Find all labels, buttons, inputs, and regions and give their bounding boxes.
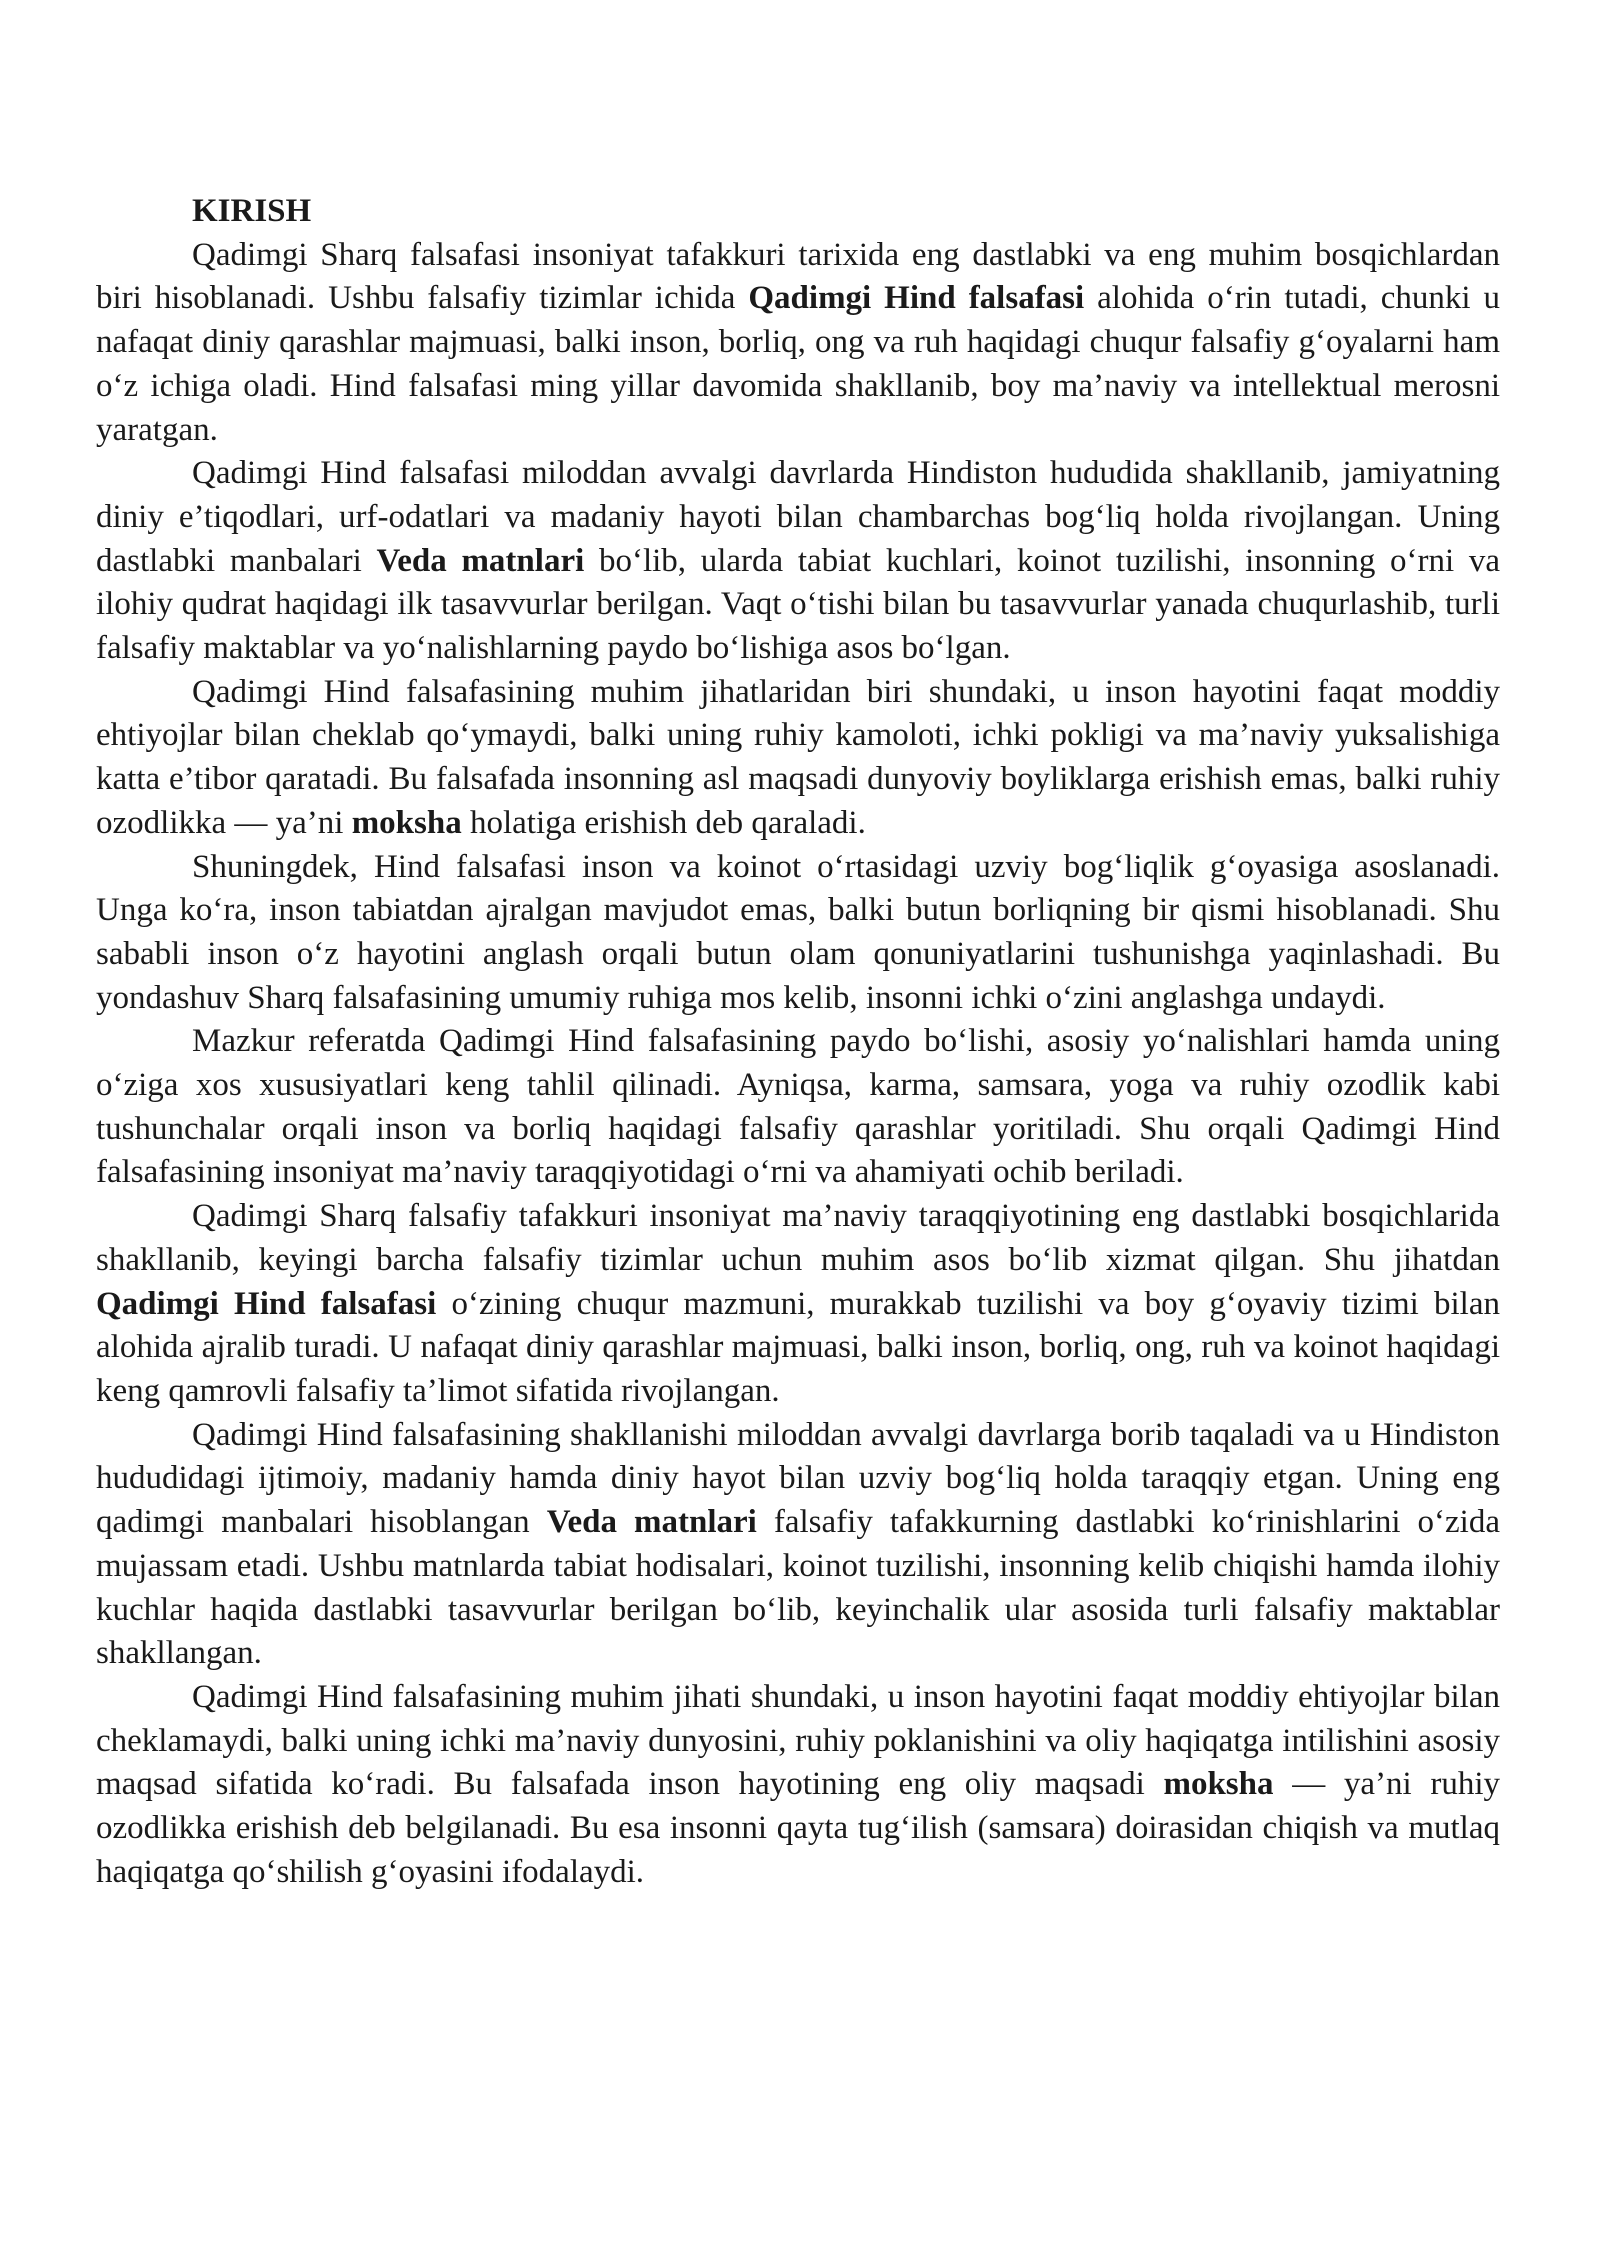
paragraph-text: Qadimgi Hind falsafasining muhim jihati shundaki, u inson hayotini faqat moddiy ehtiyojlar bilan cheklamaydi, balki uning ichki ma’naviy dunyosini, ruhiy poklanishini va oliy haqiqatga intilishini asosiy maqsad sifatida ko‘radi. Bu falsafada inson hayotining eng oliy maqsadi <box>96 1678 1500 1803</box>
paragraph <box>96 234 1500 453</box>
bold-term: moksha <box>351 804 462 841</box>
bold-term: Veda matnlari <box>376 542 585 579</box>
paragraph <box>96 1676 1500 1895</box>
paragraph <box>96 1195 1500 1414</box>
bold-term: moksha <box>1163 1766 1274 1803</box>
paragraph-text: Qadimgi Hind falsafasining muhim jihatlaridan biri shundaki, u inson hayotini faqat moddiy ehtiyojlar bilan cheklab qo‘ymaydi, balki uning ruhiy kamoloti, ichki pokligi va ma’naviy yuksalishiga katta e’tibor qaratadi. Bu falsafada insonning asl maqsadi dunyoviy boyliklarga erishish emas, balki ruhiy ozodlikka — ya’ni <box>96 673 1500 841</box>
paragraph-text: — ya’ni ruhiy ozodlikka erishish deb belgilanadi. Bu esa insonni qayta tug‘ilish (samsara) doirasidan chiqish va mutlaq haqiqatga qo‘shilish g‘oyasini ifodalaydi. <box>96 1766 1501 1890</box>
paragraph <box>96 1414 1500 1676</box>
paragraph-text: o‘zining chuqur mazmuni, murakkab tuzilishi va boy g‘oyaviy tizimi bilan alohida ajralib turadi. U nafaqat diniy qarashlar majmuasi, balki inson, borliq, ong, ruh va koinot haqidagi keng qamrovli falsafiy ta’limot sifatida rivojlangan. <box>96 1285 1500 1409</box>
paragraph-text: Qadimgi Sharq falsafiy tafakkuri insoniyat ma’naviy taraqqiyotining eng dastlabki bosqichlarida shakllanib, keyingi barcha falsafiy tizimlar uchun muhim asos bo‘lib xizmat qilgan. Shu jihatdan <box>96 1198 1500 1278</box>
paragraph-text: Qadimgi Hind falsafasining shakllanishi miloddan avvalgi davrlarga borib taqaladi va u Hindiston hududidagi ijtimoiy, madaniy hamda diniy hayot bilan uzviy bog‘liq holda taraqqiy etgan. Uning eng qadimgi manbalari hisoblangan <box>96 1416 1500 1541</box>
bold-term: Qadimgi Hind falsafasi <box>748 280 1085 317</box>
paragraph-text: Qadimgi Hind falsafasi miloddan avvalgi davrlarda Hindiston hududida shakllanib, jamiyatning diniy e’tiqodlari, urf-odatlari va madaniy hayoti bilan chambarchas bog‘liq holda rivojlangan. Uning dastlabki manbalari <box>96 455 1500 579</box>
paragraph-text: Shuningdek, Hind falsafasi inson va koinot o‘rtasidagi uzviy bog‘liqlik g‘oyasiga asoslanadi. Unga ko‘ra, inson tabiatdan ajralgan mavjudot emas, balki butun borliqning bir qismi hisoblanadi. Shu sababli inson o‘z hayotini anglash orqali butun olam qonuniyatlarini tushunishga yaqinlashadi. Bu yondashuv Sharq falsafasining umumiy ruhiga mos kelib, insonni ichki o‘zini anglashga undaydi. <box>96 848 1500 1016</box>
paragraph <box>96 671 1500 846</box>
document-page <box>96 190 1500 1894</box>
paragraph-text: Qadimgi Sharq falsafasi insoniyat tafakkuri tarixida eng dastlabki va eng muhim bosqichlardan biri hisoblanadi. Ushbu falsafiy tizimlar ichida <box>96 236 1500 317</box>
bold-term: Veda matnlari <box>546 1504 757 1541</box>
paragraph <box>96 846 1500 1021</box>
paragraph <box>96 452 1500 671</box>
section-heading: KIRISH <box>192 193 312 229</box>
paragraph-text: Mazkur referatda Qadimgi Hind falsafasining paydo bo‘lishi, asosiy yo‘nalishlari hamda uning o‘ziga xos xususiyatlari keng tahlil qilinadi. Ayniqsa, karma, samsara, yoga va ruhiy ozodlik kabi tushunchalar orqali inson va borliq haqidagi falsafiy qarashlar yoritiladi. Shu orqali Qadimgi Hind falsafasining insoniyat ma’naviy taraqqiyotidagi o‘rni va ahamiyati ochib beriladi. <box>96 1023 1500 1191</box>
paragraph <box>96 1020 1500 1195</box>
paragraph-text: holatiga erishish deb qaraladi. <box>461 804 866 841</box>
bold-term: Qadimgi Hind falsafasi <box>96 1285 437 1322</box>
paragraph-text: falsafiy tafakkurning dastlabki ko‘rinishlarini o‘zida mujassam etadi. Ushbu matnlarda tabiat hodisalari, koinot tuzilishi, insonning kelib chiqishi hamda ilohiy kuchlar haqida dastlabki tasavvurlar berilgan bo‘lib, keyinchalik ular asosida turli falsafiy maktablar shakllangan. <box>96 1504 1500 1672</box>
paragraph-text: alohida o‘rin tutadi, chunki u nafaqat diniy qarashlar majmuasi, balki inson, borliq, ong va ruh haqidagi chuqur falsafiy g‘oyalarni ham o‘z ichiga oladi. Hind falsafasi ming yillar davomida shakllanib, boy ma’naviy va intellektual merosni yaratgan. <box>96 280 1501 448</box>
paragraph-text: bo‘lib, ularda tabiat kuchlari, koinot tuzilishi, insonning o‘rni va ilohiy qudrat haqidagi ilk tasavvurlar berilgan. Vaqt o‘tishi bilan bu tasavvurlar yanada chuqurlashib, turli falsafiy maktablar va yo‘nalishlarning paydo bo‘lishiga asos bo‘lgan. <box>96 542 1501 667</box>
